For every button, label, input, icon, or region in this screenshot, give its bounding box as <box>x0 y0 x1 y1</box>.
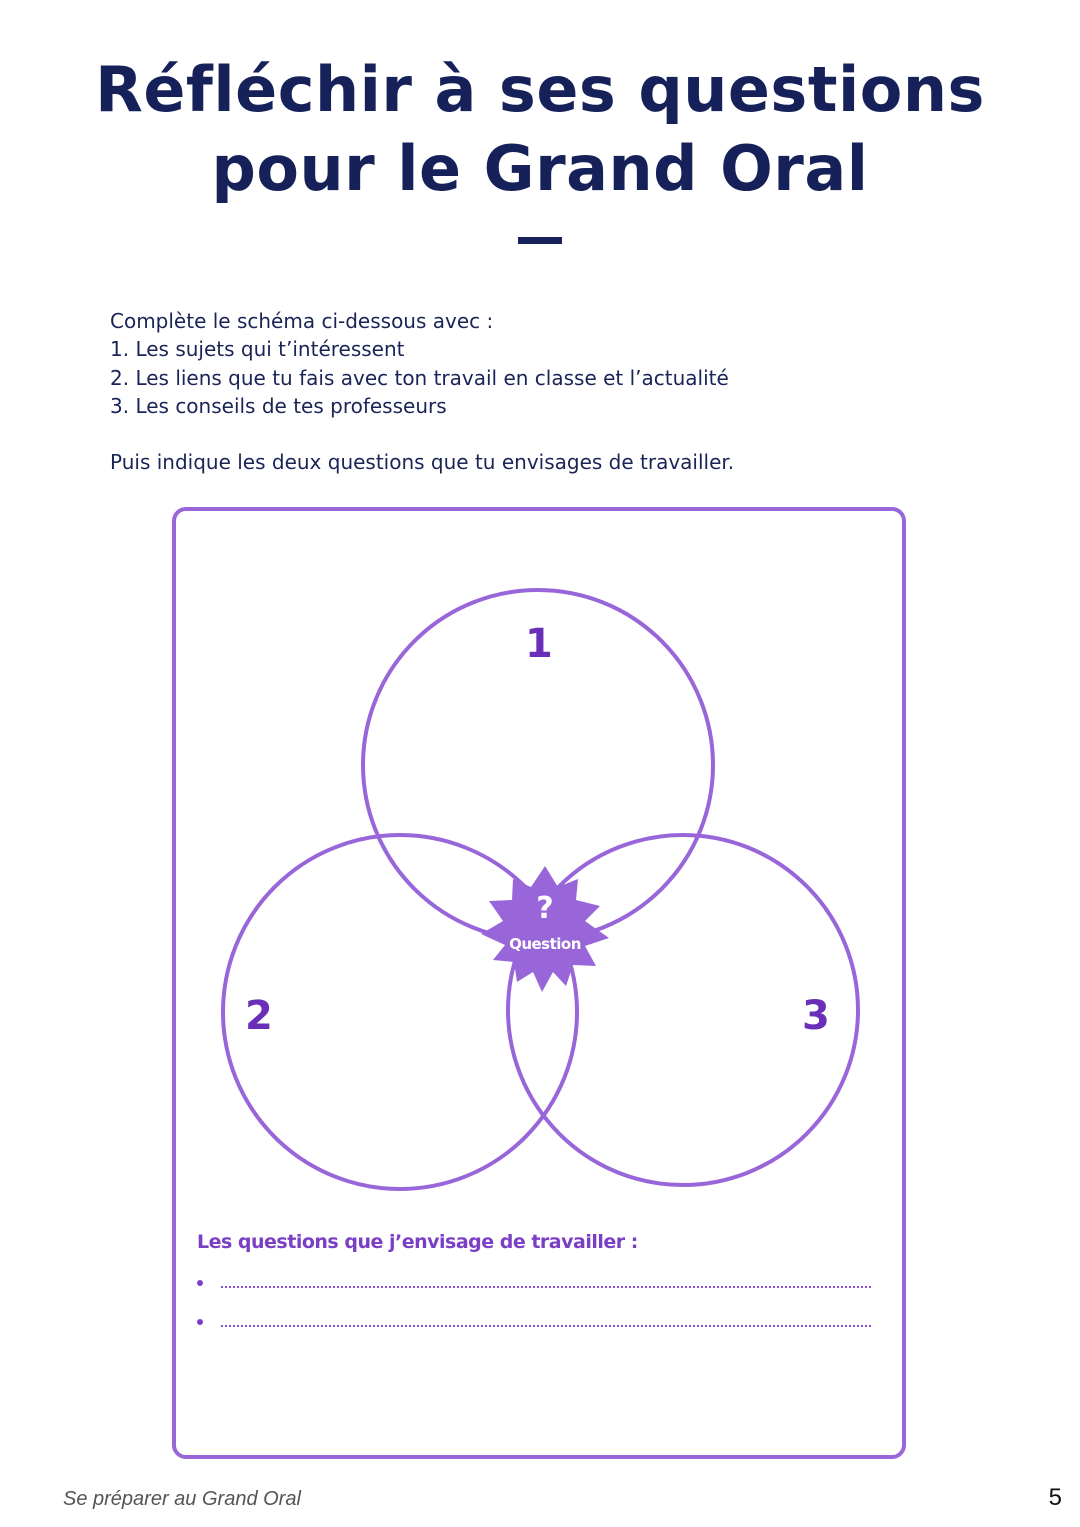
question-label: Question <box>509 935 581 953</box>
page-title-line-2: pour le Grand Oral <box>211 132 869 205</box>
circle-1-number: 1 <box>525 621 553 667</box>
circle-3-number: 3 <box>802 993 830 1039</box>
answer-line-2[interactable] <box>197 1315 872 1337</box>
questions-heading: Les questions que j’envisage de travailler : <box>197 1231 638 1253</box>
instructions-closing: Puis indique les deux questions que tu envisages de travailler. <box>110 450 735 475</box>
question-star-icon <box>481 866 609 992</box>
answer-field-2[interactable] <box>221 1325 871 1327</box>
answer-line-1[interactable] <box>197 1276 872 1298</box>
instruction-item-3: 3. Les conseils de tes professeurs <box>110 393 447 418</box>
page-number: 5 <box>1048 1484 1062 1511</box>
bullet-icon <box>197 1280 203 1286</box>
footer-doc-title: Se préparer au Grand Oral <box>63 1488 301 1510</box>
bullet-icon <box>197 1319 203 1325</box>
circle-2-number: 2 <box>245 993 273 1039</box>
page-title-line-1: Réfléchir à ses questions <box>95 53 985 126</box>
instructions-intro: Complète le schéma ci-dessous avec : <box>110 309 494 333</box>
instruction-item-1: 1. Les sujets qui t’intéressent <box>110 337 405 362</box>
question-mark: ? <box>536 891 554 926</box>
answer-field-1[interactable] <box>221 1286 871 1288</box>
instruction-item-2: 2. Les liens que tu fais avec ton travail en classe et l’actualité <box>110 365 729 390</box>
